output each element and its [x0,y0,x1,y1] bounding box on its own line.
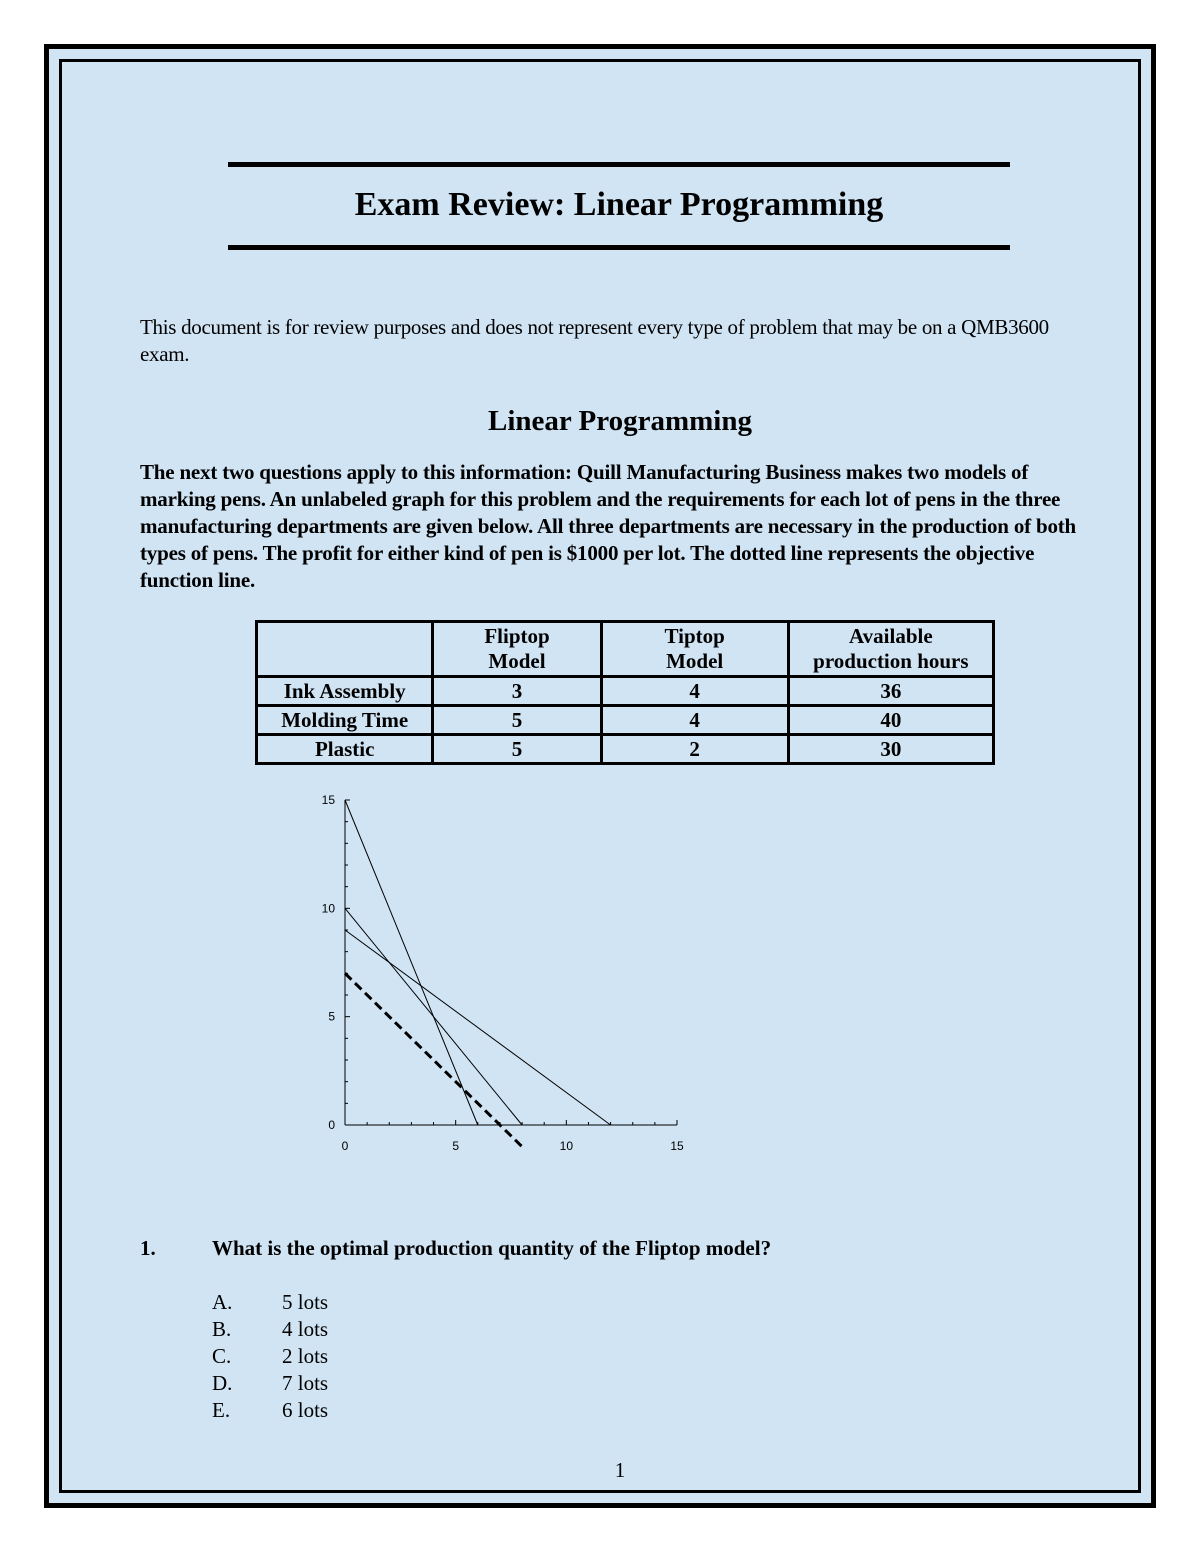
x-tick-label: 5 [452,1139,460,1153]
table-header-cell: Available production hours [788,622,993,677]
x-tick-label: 10 [559,1139,574,1153]
table-header-cell: Tiptop Model [601,622,788,677]
section-heading: Linear Programming [488,405,752,437]
table-header-cell: Fliptop Model [433,622,601,677]
requirements-table [255,620,995,765]
page-number: 1 [614,1458,626,1482]
y-tick-label: 10 [321,901,335,916]
table-cell: 30 [788,735,993,764]
constraint-line [345,800,478,1125]
table-cell: 4 [601,677,788,706]
constraint-line [345,930,611,1125]
table-cell: 40 [788,706,993,735]
table-cell: 4 [601,706,788,735]
table-cell: 2 [601,735,788,764]
choice-letter: B. [212,1317,232,1341]
question-number: 1. [140,1236,156,1260]
table-header-cell [257,622,433,677]
choice-text: 7 lots [282,1371,329,1395]
document-title: Exam Review: Linear Programming [354,186,884,223]
table-header-row [257,622,994,677]
table-row [257,677,994,706]
table-row [257,735,994,764]
choice-text: 2 lots [282,1344,329,1368]
table-cell: 5 [433,735,601,764]
title-top-rule [228,162,1010,167]
title-bottom-rule [228,245,1010,250]
choice-text: 6 lots [282,1398,329,1422]
constraint-graph [300,790,700,1160]
objective-function-line [345,973,522,1146]
choice-text: 4 lots [282,1317,329,1341]
table-cell: 36 [788,677,993,706]
table-row [257,706,994,735]
x-tick-label: 0 [341,1139,349,1153]
choice-letter: E. [212,1398,231,1422]
table-row-label: Ink Assembly [257,677,433,706]
table-row-label: Molding Time [257,706,433,735]
question-text: What is the optimal production quantity of the Fliptop model? [212,1236,772,1260]
table-row-label: Plastic [257,735,433,764]
problem-info-paragraph: The next two questions apply to this information: Quill Manufacturing Business makes two models of marking pens. An unlabeled graph for this problem and the requirements for each lot of pens in the three manufacturing departments are given below. All three departments are necessary in the production of both types of pens. The profit for either kind of pen is $1000 per lot. The dotted line represents the objective function line. [140,460,1077,592]
y-tick-label: 15 [321,793,335,807]
choice-letter: C. [212,1344,232,1368]
page-inner-border [59,59,1141,1493]
table-cell: 5 [433,706,601,735]
table-cell: 3 [433,677,601,706]
choice-letter: A. [212,1290,233,1314]
y-tick-label: 5 [328,1009,335,1024]
y-tick-label: 0 [328,1118,335,1132]
x-tick-label: 15 [670,1139,684,1153]
choice-letter: D. [212,1371,233,1395]
intro-paragraph: This document is for review purposes and does not represent every type of problem that may be on a QMB3600 exam. [140,315,1049,366]
choice-text: 5 lots [282,1290,329,1314]
